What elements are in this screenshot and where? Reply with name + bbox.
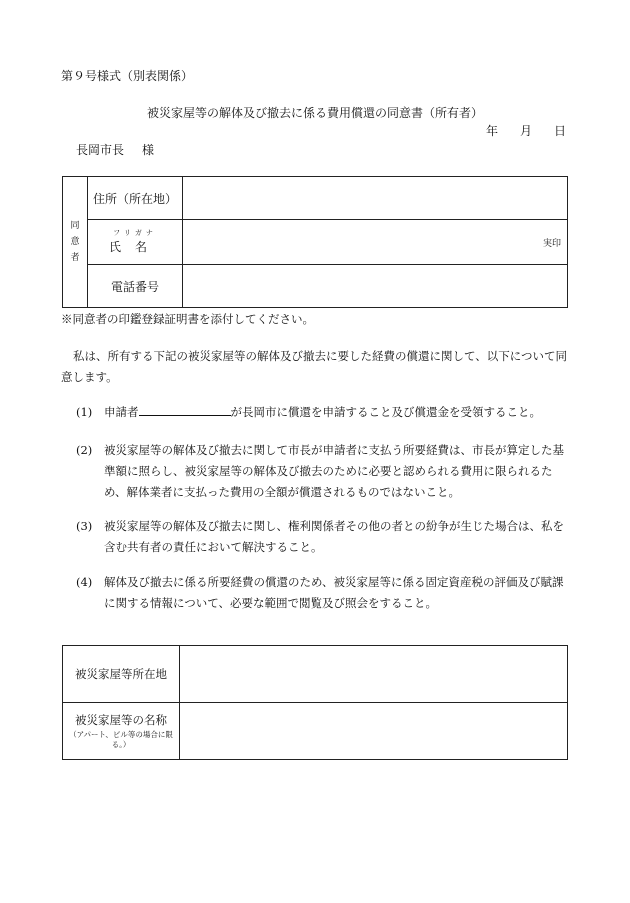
house-table [62,645,568,760]
document-title: 被災家屋等の解体及び撤去に係る費用償還の同意書（所有者） [146,106,483,120]
addressee-name: 長岡市長 [76,143,125,157]
item-1-pre: 申請者 [104,405,139,419]
addressee-honorific: 様 [142,143,155,157]
house-location-label: 被災家屋等所在地 [63,646,180,703]
addressee [76,141,154,158]
item-2-text: 被災家屋等の解体及び撤去に関して市長が申請者に支払う所要経費は、市長が算定した基準額に照らし、被災家屋等の解体及び撤去のために必要と認められる費用に限られるため、解体業者に支払った費用の全額が償還されるものではないこと。 [104,443,564,499]
item-4 [76,572,570,614]
item-3 [76,516,570,558]
date-month: 月 [519,124,532,138]
furigana-label: フリガナ [113,229,157,237]
intro-paragraph: 私は、所有する下記の被災家屋等の解体及び撤去に要した経費の償還に関して、以下について同意します。 [61,349,568,384]
seal-label: 実印 [542,238,561,249]
item-1 [76,402,570,423]
item-number: (2) [76,443,93,457]
item-number: (1) [76,405,93,419]
house-name-label: 被災家屋等の名称 [75,713,167,727]
item-number: (4) [76,575,93,589]
date-line [464,122,566,139]
item-1-post: が長岡市に償還を申請すること及び償還金を受領すること。 [230,405,541,419]
item-number: (3) [76,519,93,533]
item-3-text: 被災家屋等の解体及び撤去に関し、権利関係者その他の者との紛争が生じた場合は、私を含む共有者の責任において解決すること。 [104,519,564,554]
item-4-text: 解体及び撤去に係る所要経費の償還のため、被災家屋等に係る固定資産税の評価及び賦課に関する情報について、必要な範囲で閲覧及び照会をすること。 [104,575,564,610]
name-field[interactable] [183,220,568,265]
consenter-table [62,176,568,308]
house-name-label-cell [63,703,180,760]
address-label: 住所（所在地） [88,177,183,220]
phone-label: 電話番号 [88,265,183,308]
group-char-3: 者 [70,253,80,263]
date-day: 日 [553,124,566,138]
address-field[interactable] [183,177,568,220]
name-label-cell [88,220,183,265]
form-number: 第９号様式（別表関係） [61,69,194,83]
group-char-1: 同 [70,221,80,231]
group-char-2: 意 [70,237,80,247]
house-name-field[interactable] [180,703,568,760]
applicant-blank[interactable] [139,403,231,416]
name-label: 氏名 [108,240,161,254]
house-location-field[interactable] [180,646,568,703]
consenter-group-label [63,177,88,308]
date-year: 年 [485,124,498,138]
phone-field[interactable] [183,265,568,308]
house-name-note: （アパート、ビル等の場合に限る。） [69,730,173,749]
item-2 [76,440,570,503]
attachment-note: ※同意者の印鑑登録証明書を添付してください。 [61,312,314,326]
